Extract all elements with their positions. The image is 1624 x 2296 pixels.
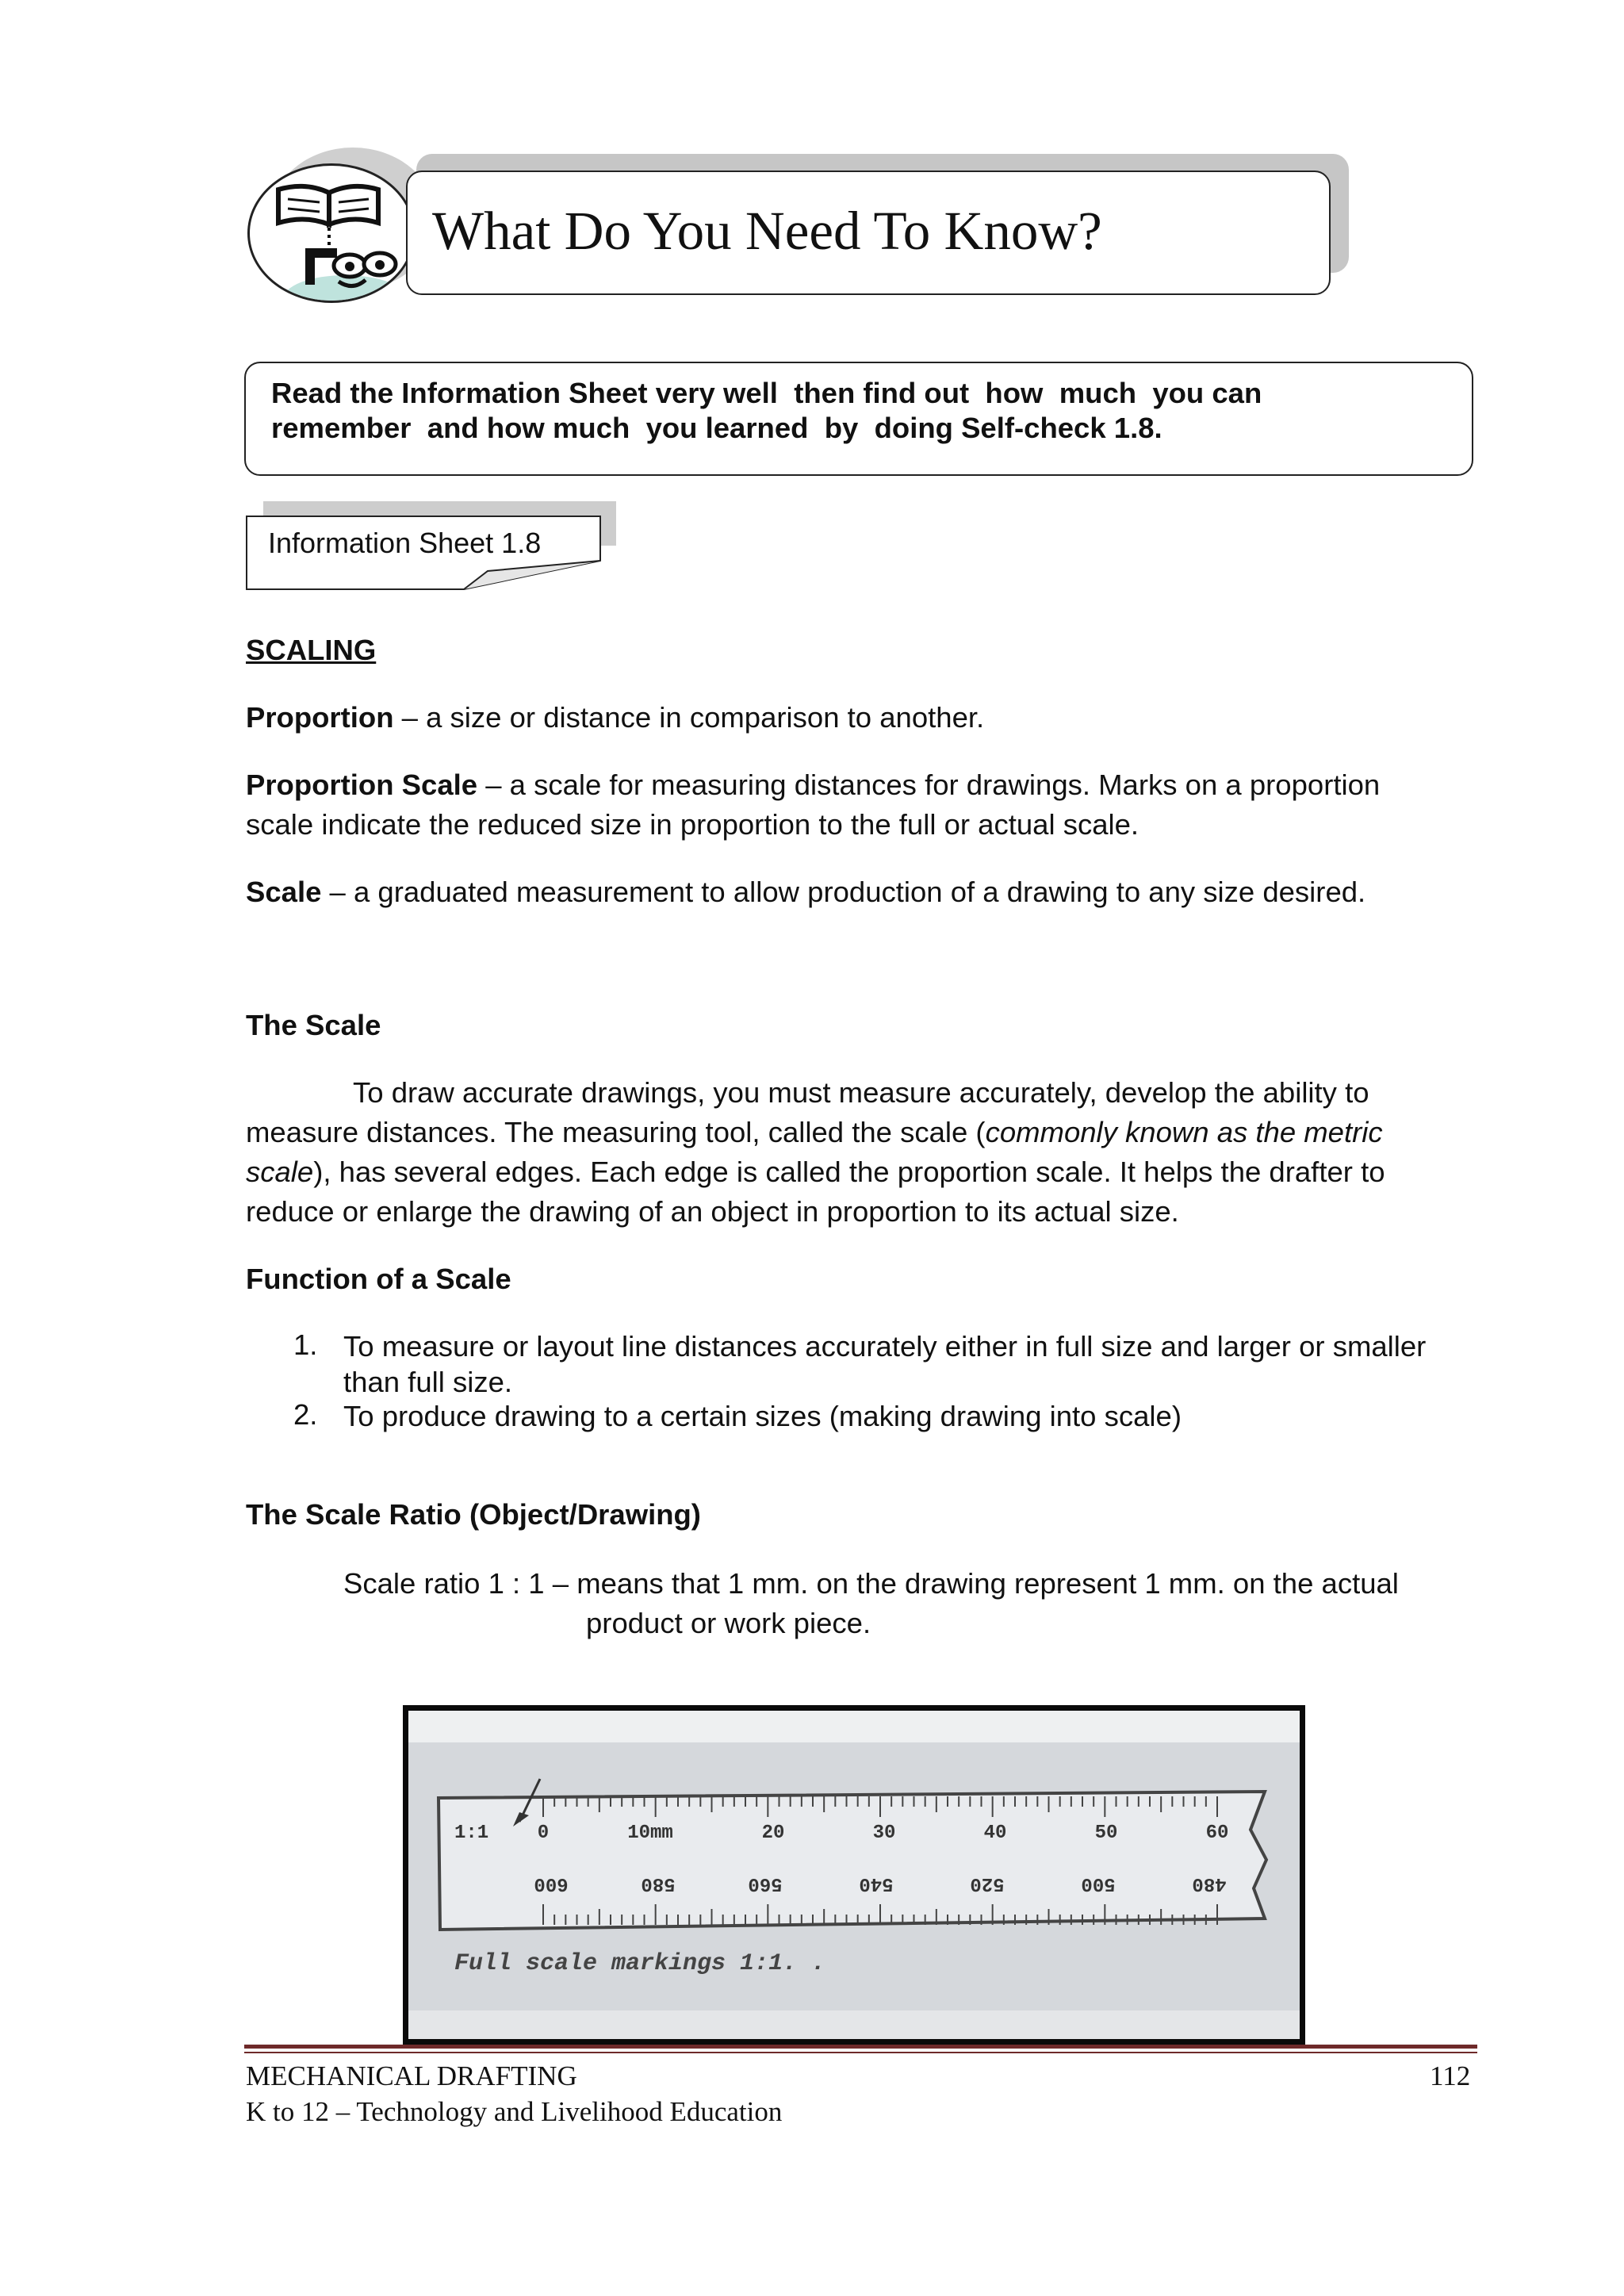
ruler-bottom-label: 600 [534,1872,569,1894]
function-item-2-number: 2. [293,1398,318,1431]
scaling-heading: SCALING [246,634,377,666]
scale-ratio-line-2: product or work piece. [586,1607,871,1639]
scale-ratio-heading: The Scale Ratio (Object/Drawing) [246,1498,701,1531]
the-scale-line-2-text: measure distances. The measuring tool, called the scale ( [246,1116,986,1148]
ruler-caption: Full scale markings 1:1. . [454,1950,826,1977]
ruler-bottom-label: 540 [859,1872,894,1894]
ruler-bottom-label: 520 [970,1872,1005,1894]
footer-rule-thin [244,2052,1477,2053]
proportion-def: – a size or distance in comparison to another. [393,701,985,734]
the-scale-line-3-italic: scale [246,1156,314,1188]
the-scale-line-4: reduce or enlarge the drawing of an object in proportion to its actual size. [246,1195,1179,1228]
info-sheet-label: Information Sheet 1.8 [268,527,542,559]
instruction-line-2: remember and how much you learned by doing Self-check 1.8. [271,412,1162,444]
instruction-text [271,376,1445,446]
scale-definition [246,872,1365,912]
ruler-top-label: 50 [1094,1823,1118,1844]
proportion-scale-term: Proportion Scale [246,769,478,801]
footer-rule [244,2045,1477,2049]
page-title: What Do You Need To Know? [432,201,1102,261]
reading-person-icon [247,163,416,303]
proportion-definition [246,698,984,738]
ruler-bottom-label: 500 [1081,1872,1116,1894]
footer-program: K to 12 – Technology and Livelihood Education [246,2096,783,2127]
ruler-top-label: 60 [1205,1823,1229,1844]
function-heading: Function of a Scale [246,1263,511,1295]
ruler-illustration [408,1711,1300,2039]
function-item-1-number: 1. [293,1328,318,1361]
scale-def: – a graduated measurement to allow production of a drawing to any size desired. [321,876,1366,908]
ruler-top-label: 40 [983,1823,1007,1844]
proportion-term: Proportion [246,701,394,734]
footer-course: MECHANICAL DRAFTING [246,2060,577,2091]
ruler-top-label: 20 [761,1823,785,1844]
ruler-bottom-label: 560 [748,1872,783,1894]
ruler-top-label: 10mm [627,1823,673,1844]
the-scale-line-3-text: ), has several edges. Each edge is called the proportion scale. It helps the drafter to [313,1156,1385,1188]
instruction-line-1: Read the Information Sheet very well then find out how much you can [271,377,1262,409]
ruler-photo [403,1705,1305,2045]
ruler-top-label: 0 [537,1823,550,1844]
the-scale-line-3 [246,1152,1385,1192]
the-scale-line-2 [246,1113,1383,1152]
proportion-scale-def: – a scale for measuring distances for drawings. Marks on a proportion [477,769,1381,801]
proportion-scale-def-line2: scale indicate the reduced size in proportion to the full or actual scale. [246,808,1139,841]
the-scale-line-1: To draw accurate drawings, you must measure accurately, develop the ability to [353,1076,1369,1109]
footer-page-number: 112 [1430,2060,1471,2091]
function-item-2-text: To produce drawing to a certain sizes (making drawing into scale) [343,1400,1182,1432]
function-item-1-text: To measure or layout line distances accurately either in full size and larger or smaller than full size. [343,1330,1427,1398]
scale-term: Scale [246,876,322,908]
the-scale-heading: The Scale [246,1009,381,1041]
scale-ratio-line-1: Scale ratio 1 : 1 – means that 1 mm. on the drawing represent 1 mm. on the actual [343,1567,1399,1600]
proportion-scale-definition [246,765,1380,805]
ruler-ratio-label: 1:1 [454,1823,489,1844]
the-scale-line-2-italic: commonly known as the metric [985,1116,1383,1148]
ruler-bottom-label: 580 [641,1872,676,1894]
ruler-top-label: 30 [872,1823,896,1844]
ruler-bottom-label: 480 [1192,1872,1227,1894]
